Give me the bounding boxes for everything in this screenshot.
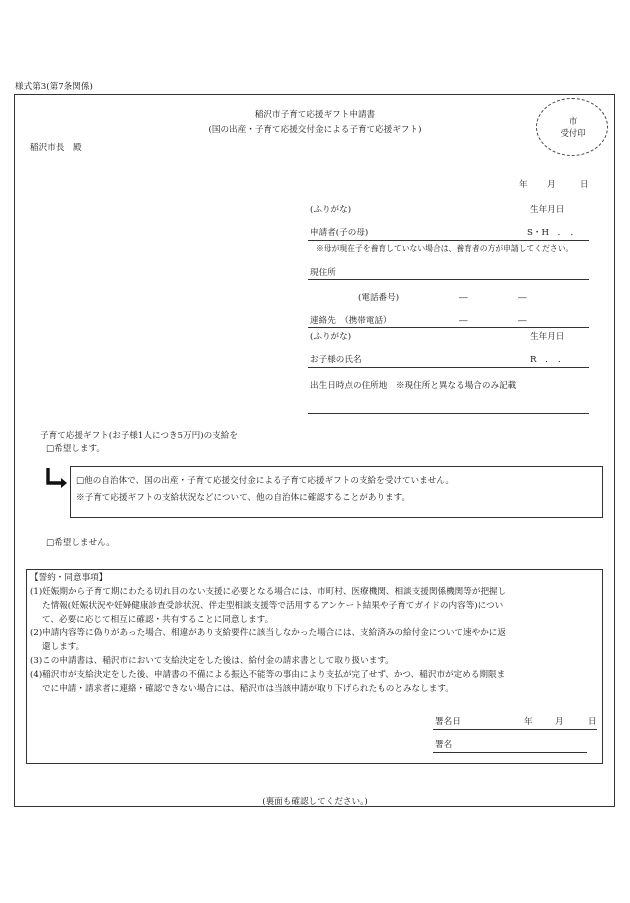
signature-label: 署名: [435, 740, 453, 750]
signature-date-day: 日: [588, 717, 597, 727]
pledge-item-3: (3)この申請書は、稲沢市において支給決定をした後は、給付金の請求書として取り扱います。: [30, 655, 394, 666]
applicant-birthdate-label: 生年月日: [530, 205, 565, 215]
pledge-item-1: (1)妊娠期から子育て期にわたる切れ目のない支援に必要となる場合には、市町村、医療機関、相談支援関係機関等が把握し た情報(妊娠状況や妊婦健康診査受診状況、伴走型相談支援等で活用するアンケート結果や子育てガイドの内容等)につい て、必要に応じて相互に確認・共有することに同意します。: [30, 587, 507, 625]
signature-date-label: 署名日: [435, 717, 461, 727]
page-title: 稲沢市子育て応援ギフト申請書: [254, 110, 376, 120]
applicant-name-label: 申請者(子の母): [310, 228, 369, 238]
wish-no-checkbox[interactable]: □希望しません。: [46, 538, 115, 548]
phone-label: (電話番号): [358, 293, 400, 303]
applicant-name-line[interactable]: [308, 240, 589, 241]
child-furigana-label: (ふりがな): [310, 332, 352, 342]
mobile-contact-label: 連絡先 （携帯電話）: [310, 316, 392, 326]
child-birth-era: R ． ．: [530, 355, 567, 365]
mobile-contact-line[interactable]: [308, 327, 589, 328]
form-number-label: 様式第3(第7条関係): [15, 82, 93, 92]
date-day-label: 日: [580, 180, 589, 190]
birth-address-line[interactable]: [308, 413, 589, 414]
other-municipality-checkbox[interactable]: □他の自治体で、国の出産・子育て応援交付金による子育て応援ギフトの支給を受けていません。: [76, 476, 454, 486]
signature-date-year: 年: [524, 717, 533, 727]
wish-yes-checkbox[interactable]: □希望します。: [46, 444, 105, 454]
other-municipality-note: ※子育て応援ギフトの支給状況などについて、他の自治体に確認することがあります。: [76, 493, 411, 503]
other-municipality-box: [70, 466, 603, 518]
applicant-furigana-label: (ふりがな): [310, 205, 352, 215]
signature-line[interactable]: [433, 752, 587, 753]
pledge-heading: 【誓約・同意事項】: [30, 573, 108, 583]
arrow-icon: [44, 467, 68, 489]
wish-question: 子育て応援ギフト(お子様1人につき5万円)の支給を: [40, 431, 238, 441]
page-subtitle: (国の出産・子育て応援交付金による子育て応援ギフト): [208, 125, 422, 135]
addressee: 稲沢市長 殿: [30, 143, 82, 153]
phone-dash-1: ―: [459, 293, 468, 303]
date-year-label: 年: [519, 180, 528, 190]
mobile-dash-2: ―: [518, 316, 527, 326]
child-birthdate-label: 生年月日: [530, 332, 565, 342]
current-address-line[interactable]: [308, 279, 589, 280]
pledge-list: [30, 586, 600, 696]
mobile-dash-1: ―: [459, 316, 468, 326]
child-name-label: お子様の氏名: [310, 355, 362, 365]
signature-date-line[interactable]: [433, 729, 597, 730]
applicant-birth-era: S・H ． ．: [527, 228, 580, 238]
pledge-item-2: (2)申請内容等に偽りがあった場合、相違があり支給要件に該当しなかった場合には、支給済みの給付金について速やかに返 還します。: [30, 628, 506, 653]
phone-dash-2: ―: [518, 293, 527, 303]
footer-note: (裏面も確認してください。): [262, 797, 368, 807]
pledge-item-4: (4)稲沢市が支給決定をした後、申請書の不備による振込不能等の事由により支払が完了せず、かつ、稲沢市が定める期限ま でに申請・請求者に連絡・確認できない場合には、稲沢市は当該申請が取り下げられたものとみなします。: [30, 669, 506, 694]
stamp-received-text: 受付印: [560, 128, 586, 138]
signature-date-month: 月: [555, 717, 564, 727]
current-address-label: 現住所: [310, 268, 336, 278]
date-month-label: 月: [547, 180, 556, 190]
applicant-note: ※母が現在子を養育していない場合は、養育者の方が申請してください。: [316, 244, 574, 253]
birth-address-label: 出生日時点の住所地 ※現住所と異なる場合のみ記載: [310, 381, 517, 391]
child-name-line[interactable]: [308, 367, 589, 368]
stamp-city-text: 市: [568, 116, 578, 126]
